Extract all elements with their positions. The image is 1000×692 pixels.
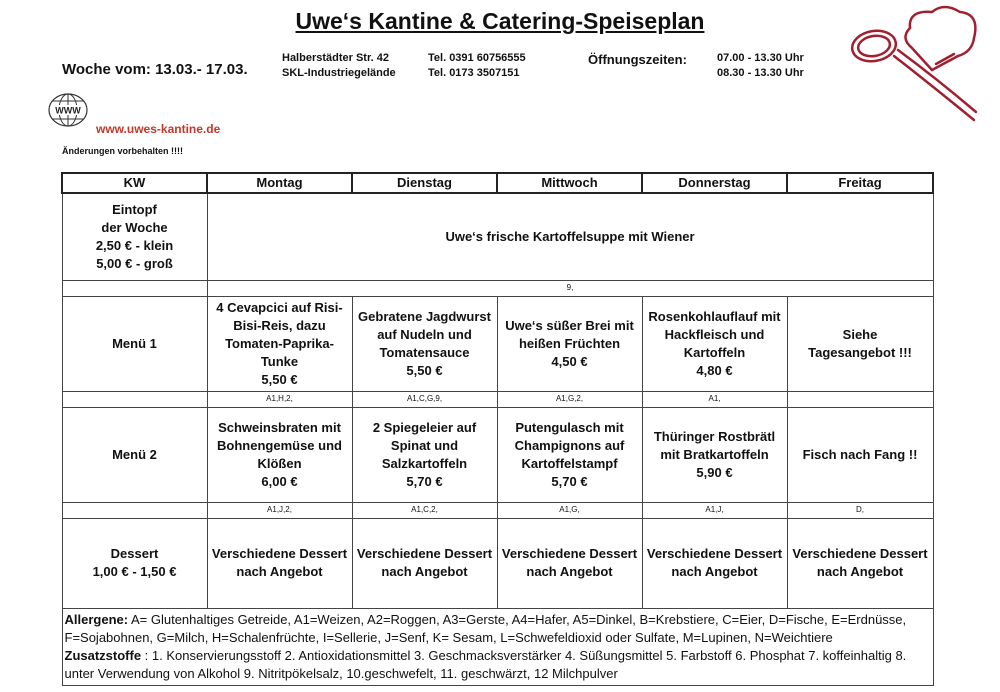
eintopf-price-small: 2,50 € - klein [95, 237, 174, 253]
globe-label: WWW [55, 105, 81, 116]
dessert-mittwoch [497, 518, 642, 608]
dish-line: Tomatensauce [379, 344, 470, 360]
dish-line: auf Nudeln und [377, 326, 472, 342]
dish-line: Klößen [257, 455, 302, 471]
allergen-cell [62, 280, 207, 296]
zusatzstoffe-label: Zusatzstoffe [64, 647, 142, 663]
opening-hours-1: 07.00 - 13.30 Uhr [717, 52, 804, 64]
dish-line: Siehe [842, 326, 878, 342]
dish-line: Fisch nach Fang !! [802, 446, 918, 462]
menu2-dish-donnerstag [642, 407, 787, 502]
opening-hours-2: 08.30 - 13.30 Uhr [717, 67, 804, 79]
eintopf-label-line: der Woche [101, 219, 168, 235]
dish-price: 6,00 € [261, 473, 298, 489]
dessert-montag [207, 518, 352, 608]
dish-line: Champignons auf [514, 437, 625, 453]
zusatzstoffe-text: : 1. Konservierungsstoff 2. Antioxidationsmittel 3. Geschmacksverstärker 4. Süßungsmittel 5. Farbstoff 6. Phosphat 7. koffeinhaltig 8. unter Verwendung von Alkohol 9. Nitritpökelsalz, 10.geschwefelt, 11. geschwärzt, 12 Milchpulver [64, 647, 907, 681]
col-montag: Montag [207, 173, 352, 193]
dish-line: Kartoffeln [683, 344, 746, 360]
page-title: Uwe‘s Kantine & Catering-Speiseplan [295, 8, 705, 34]
dish-line: Verschiedene Dessert [211, 546, 348, 561]
dish-line: Hackfleisch und [664, 326, 765, 342]
dish-line: Putengulasch mit [515, 419, 624, 435]
dessert-title: Dessert [110, 546, 159, 561]
menu2-label: Menü 2 [62, 407, 207, 502]
col-mittwoch: Mittwoch [497, 173, 642, 193]
menu2-allergens-montag: A1,J,2, [207, 502, 352, 518]
menu-table [61, 172, 934, 686]
allergene-label: Allergene: [64, 611, 129, 627]
menu1-allergens-montag: A1,H,2, [207, 391, 352, 407]
allergen-cell [62, 391, 207, 407]
menu2-dish-dienstag [352, 407, 497, 502]
allergene-text: A= Glutenhaltiges Getreide, A1=Weizen, A2=Roggen, A3=Gerste, A4=Hafer, A5=Dinkel, B=Krebstiere, C=Eier, D=Fische, E=Erdnüsse, F=Sojabohnen, G=Milch, H=Schalenfrüchte, I=Sellerie, J=Senf, K= Sesam, L=Schwefeldioxid oder Sulfate, M=Lupinen, N=Weichtiere [64, 611, 907, 645]
address [282, 51, 396, 81]
dish-line: Verschiedene Dessert [356, 546, 493, 561]
dish-line: Schweinsbraten mit [218, 419, 341, 435]
globe-icon [46, 92, 90, 128]
dessert-label [62, 518, 207, 608]
table-header-row [62, 173, 933, 193]
dish-line: Bisi-Reis, dazu [233, 317, 326, 333]
col-kw: KW [62, 173, 207, 193]
dish-line: Spinat und [390, 437, 459, 453]
dish-price: 5,90 € [696, 464, 733, 480]
menu2-dish-freitag [787, 407, 933, 502]
changes-notice: Änderungen vorbehalten !!!! [62, 146, 183, 156]
col-freitag: Freitag [787, 173, 933, 193]
dish-line: Tagesangebot !!! [808, 344, 912, 360]
legend-row [62, 608, 933, 685]
zusatzstoffe-legend [65, 647, 931, 683]
opening-hours-label: Öffnungszeiten: [588, 52, 687, 67]
dish-price: 5,50 € [406, 362, 443, 378]
chef-hat-spoon-icon [840, 4, 980, 126]
menu2-allergens-row [62, 502, 933, 518]
dish-line: Bohnengemüse und [217, 437, 342, 453]
eintopf-allergens-row [62, 280, 933, 296]
menu1-row [62, 296, 933, 391]
phone-2: Tel. 0173 3507151 [428, 67, 520, 79]
dish-line: Gebratene Jagdwurst [358, 308, 491, 324]
dish-line: nach Angebot [526, 564, 613, 579]
dish-line: 4 Cevapcici auf Risi- [216, 299, 343, 315]
dessert-dienstag [352, 518, 497, 608]
menu2-row [62, 407, 933, 502]
allergene-legend [65, 611, 931, 647]
menu1-allergens-donnerstag: A1, [642, 391, 787, 407]
dish-price: 5,50 € [261, 371, 298, 387]
dish-line: Verschiedene Dessert [501, 546, 638, 561]
eintopf-dish: Uwe‘s frische Kartoffelsuppe mit Wiener [207, 193, 933, 280]
menu1-dish-montag [207, 296, 352, 391]
menu1-dish-donnerstag [642, 296, 787, 391]
menu2-allergens-dienstag: A1,C,2, [352, 502, 497, 518]
eintopf-row [62, 193, 933, 280]
menu2-allergens-donnerstag: A1,J, [642, 502, 787, 518]
legend [62, 608, 933, 685]
dish-line: nach Angebot [236, 564, 323, 579]
dish-line: Thüringer Rostbrätl [653, 428, 776, 444]
menu1-dish-mittwoch [497, 296, 642, 391]
dessert-donnerstag [642, 518, 787, 608]
eintopf-allergens: 9, [207, 280, 933, 296]
dessert-price: 1,00 € - 1,50 € [92, 564, 177, 579]
dish-line: Tomaten-Paprika- [225, 335, 334, 351]
dish-line: Tunke [260, 353, 299, 369]
dish-line: Uwe‘s süßer Brei mit [505, 317, 634, 333]
dish-line: Rosenkohlauflauf mit [648, 308, 781, 324]
menu1-allergens-mittwoch: A1,G,2, [497, 391, 642, 407]
menu1-allergens-freitag [787, 391, 933, 407]
menu1-allergens-row [62, 391, 933, 407]
eintopf-label-line: Eintopf [112, 201, 157, 217]
dish-line: nach Angebot [381, 564, 468, 579]
menu1-allergens-dienstag: A1,C,G,9, [352, 391, 497, 407]
menu2-dish-mittwoch [497, 407, 642, 502]
week-range: Woche vom: 13.03.- 17.03. [62, 61, 248, 78]
dish-line: mit Bratkartoffeln [660, 446, 769, 462]
dish-line: Verschiedene Dessert [646, 546, 783, 561]
dish-line: Salzkartoffeln [381, 455, 468, 471]
dish-price: 5,70 € [406, 473, 443, 489]
menu1-label: Menü 1 [62, 296, 207, 391]
dish-line: 2 Spiegeleier auf [372, 419, 477, 435]
phone-1: Tel. 0391 60756555 [428, 52, 526, 64]
dish-price: 4,50 € [551, 353, 588, 369]
menu2-allergens-mittwoch: A1,G, [497, 502, 642, 518]
eintopf-label [62, 193, 207, 280]
opening-hours [717, 51, 804, 81]
menu2-dish-montag [207, 407, 352, 502]
dish-line: nach Angebot [816, 564, 904, 579]
phones [428, 51, 526, 81]
dish-line: Verschiedene Dessert [792, 546, 928, 561]
menu1-dish-dienstag [352, 296, 497, 391]
dish-line: Kartoffelstampf [521, 455, 618, 471]
dish-line: nach Angebot [671, 564, 758, 579]
col-dienstag: Dienstag [352, 173, 497, 193]
menu1-dish-freitag [787, 296, 933, 391]
address-area: SKL-Industriegelände [282, 67, 396, 79]
dessert-freitag [787, 518, 933, 608]
dish-price: 5,70 € [551, 473, 588, 489]
eintopf-price-large: 5,00 € - groß [96, 255, 173, 271]
website-link[interactable]: www.uwes-kantine.de [96, 122, 221, 136]
allergen-cell [62, 502, 207, 518]
col-donnerstag: Donnerstag [642, 173, 787, 193]
dish-line: heißen Früchten [518, 335, 621, 351]
dish-price: 4,80 € [696, 362, 733, 378]
address-street: Halberstädter Str. 42 [282, 52, 389, 64]
dessert-row [62, 518, 933, 608]
menu2-allergens-freitag: D, [787, 502, 933, 518]
